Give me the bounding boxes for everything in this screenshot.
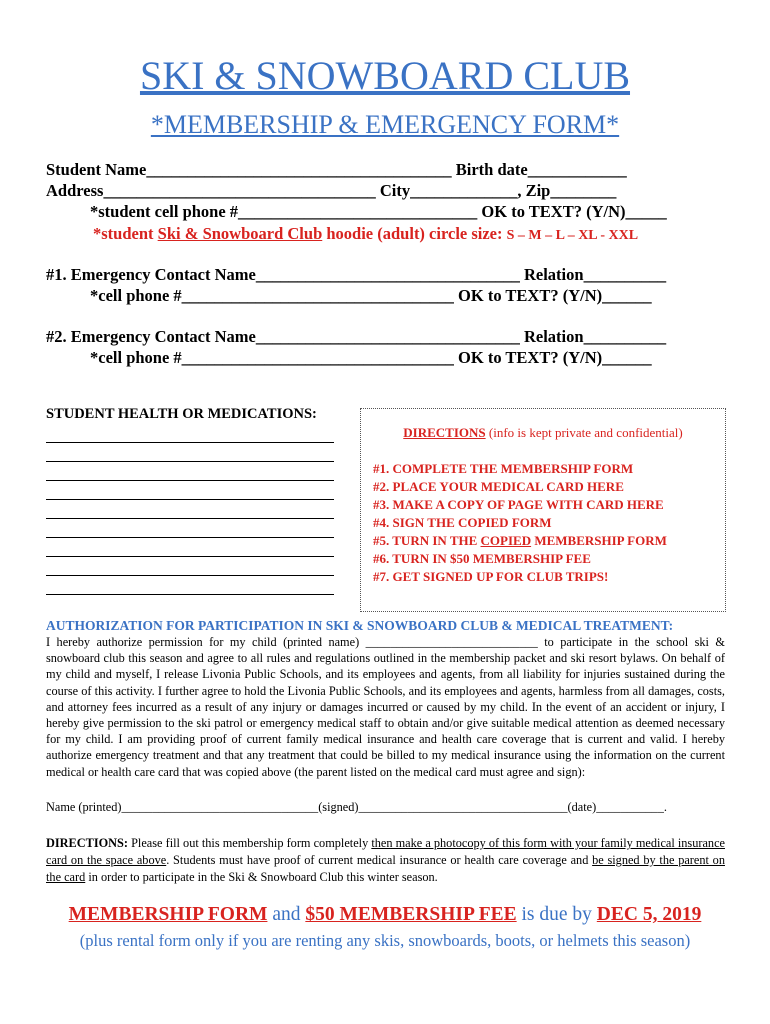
emergency-phone-1-field[interactable]: *cell phone #_________________________________ OK to TEXT? (Y/N)______ [90, 286, 652, 305]
step-item: #6. TURN IN $50 MEMBERSHIP FEE [373, 551, 591, 566]
step-item: #7. GET SIGNED UP FOR CLUB TRIPS! [373, 569, 609, 584]
student-cell-field[interactable]: *student cell phone #_____________________________ OK to TEXT? (Y/N)_____ [90, 202, 667, 221]
health-line[interactable] [46, 557, 334, 576]
rental-note: (plus rental form only if you are renting any skis, snowboards, boots, or helmets this season) [79, 931, 691, 950]
directions-label: DIRECTIONS: [46, 836, 128, 850]
step-item [373, 532, 667, 550]
step5-prefix: #5. TURN IN THE [373, 533, 481, 548]
due-and: and [267, 904, 306, 925]
authorization-body: I hereby authorize permission for my child (printed name) ____________________________ to participate in the school ski & snowboard club this season and agree to all rules and regulations outlined in the membership packet and ski resort bylaws. On behalf of my child and myself, I release Livonia Public Schools, and its employees and agents, from all liability for injuries sustained during the course of this activity. I further agree to hold the Livonia Public Schools, and its employees and agents, harmless from all damages, costs, and attorney fees incurred as a result of any injury or damages incurred or caused by my child. In the event of an accident or injury, I hereby give permission to the ski patrol or emergency medical staff to obtain and/or give suitable medical attention as deemed necessary for my child. I am providing proof of current family medical insurance and health care coverage that is current and valid. I hereby authorize emergency treatment and that any treatment that could be billed to my medical insurance using the information on the current medical or health care card that was copied above (the parent listed on the medical card must agree and sign): [46, 635, 725, 779]
hoodie-sizes: S – M – L – XL - XXL [506, 228, 639, 243]
directions-underlined-2: be signed by the parent on the card [46, 853, 725, 884]
health-line[interactable] [46, 500, 334, 519]
step-item: #2. PLACE YOUR MEDICAL CARD HERE [373, 479, 624, 494]
step5-copied: COPIED [480, 533, 532, 548]
hoodie-size-field[interactable] [93, 224, 638, 244]
health-lines[interactable] [46, 424, 334, 595]
health-line[interactable] [46, 519, 334, 538]
due-date: DEC 5, 2019 [596, 904, 702, 925]
health-line[interactable] [46, 424, 334, 443]
due-fee: $50 MEMBERSHIP FEE [305, 904, 517, 925]
form-subtitle: *MEMBERSHIP & EMERGENCY FORM* [150, 110, 620, 139]
health-line[interactable] [46, 538, 334, 557]
due-is-due-by: is due by [516, 904, 597, 925]
directions-text-1: Please fill out this membership form completely [128, 836, 372, 850]
due-form: MEMBERSHIP FORM [68, 904, 268, 925]
health-line[interactable] [46, 443, 334, 462]
health-line[interactable] [46, 576, 334, 595]
emergency-phone-2-field[interactable]: *cell phone #_________________________________ OK to TEXT? (Y/N)______ [90, 348, 652, 367]
step5-suffix: MEMBERSHIP FORM [531, 533, 667, 548]
step-item: #3. MAKE A COPY OF PAGE WITH CARD HERE [373, 497, 664, 512]
directions-text-3: in order to participate in the Ski & Snowboard Club this winter season. [85, 870, 438, 884]
emergency-contact-2-field[interactable]: #2. Emergency Contact Name________________________________ Relation__________ [46, 327, 667, 346]
student-name-field[interactable]: Student Name_____________________________________ Birth date____________ [46, 160, 627, 179]
health-line[interactable] [46, 481, 334, 500]
emergency-contact-1-field[interactable]: #1. Emergency Contact Name________________________________ Relation__________ [46, 265, 667, 284]
directions-steps [373, 460, 667, 586]
page-title: SKI & SNOWBOARD CLUB [139, 53, 631, 98]
directions-box [360, 408, 726, 612]
directions-box-header [361, 425, 725, 441]
step-item: #1. COMPLETE THE MEMBERSHIP FORM [373, 461, 634, 476]
due-line [0, 904, 770, 926]
directions-box-note: (info is kept private and confidential) [485, 425, 683, 440]
directions-box-label: DIRECTIONS [403, 425, 486, 440]
health-title: STUDENT HEALTH OR MEDICATIONS: [46, 406, 317, 422]
directions-paragraph [46, 835, 725, 886]
hoodie-suffix: hoodie (adult) circle size: [322, 224, 507, 243]
directions-underlined-1: then make a photocopy of this form with your family medical insurance card on the space above [46, 836, 725, 867]
hoodie-club-name: Ski & Snowboard Club [157, 224, 323, 243]
hoodie-prefix: *student [93, 224, 158, 243]
health-line[interactable] [46, 462, 334, 481]
directions-text-2: . Students must have proof of current medical insurance or health care coverage and [166, 853, 593, 867]
address-field[interactable]: Address_________________________________ City_____________, Zip________ [46, 181, 617, 200]
signature-line[interactable]: Name (printed)________________________________(signed)__________________________________(date)___________. [46, 800, 667, 814]
step-item: #4. SIGN THE COPIED FORM [373, 515, 552, 530]
authorization-title: AUTHORIZATION FOR PARTICIPATION IN SKI & SNOWBOARD CLUB & MEDICAL TREATMENT: [46, 618, 674, 633]
